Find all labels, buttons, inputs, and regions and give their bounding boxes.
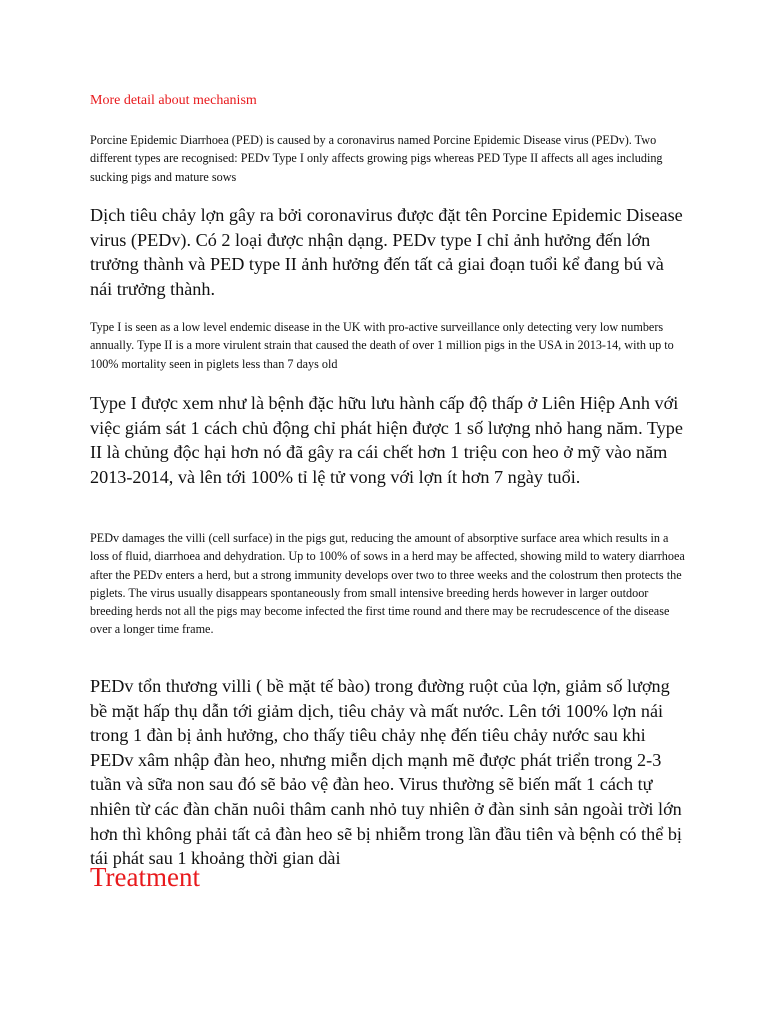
paragraph-english-2: Type I is seen as a low level endemic disease in the UK with pro-active surveillance only detecting very low numbers annually. Type II is a more virulent strain that caused the death of over 1 million pigs in the USA in 2013-14, with up to 100% mortality seen in piglets less than 7 days old	[90, 320, 674, 371]
paragraph-vietnamese-2: Type I được xem như là bệnh đặc hữu lưu hành cấp độ thấp ở Liên Hiệp Anh với việc giám sát 1 cách chủ động chỉ phát hiện được 1 số lượng nhỏ hang năm. Type II là chủng độc hại hơn nó đã gây ra cái chết hơn 1 triệu con heo ở mỹ vào năm 2013-2014, và lên tới 100% tỉ lệ tử vong với lợn ít hơn 7 ngày tuổi.	[90, 393, 683, 487]
paragraph-vietnamese-3: PEDv tổn thương villi ( bề mặt tế bào) trong đường ruột của lợn, giảm số lượng bề mặt hấp thụ dẫn tới giảm dịch, tiêu chảy và mất nước. Lên tới 100% lợn nái trong 1 đàn bị ảnh hưởng, cho thấy tiêu chảy nhẹ đến tiêu chảy nước sau khi PEDv xâm nhập đàn heo, nhưng miễn dịch mạnh mẽ được phát triển trong 2-3 tuần và sữa non sau đó sẽ bảo vệ đàn heo. Virus thường sẽ biến mất 1 cách tự nhiên từ các đàn chăn nuôi thâm canh nhỏ tuy nhiên ở đàn sinh sản ngoài trời lớn hơn thì không phải tất cả đàn heo sẽ bị nhiễm trong lần đầu tiên và bệnh có thể bị tái phát sau 1 khoảng thời gian dài	[90, 676, 682, 869]
section-heading-treatment: Treatment	[90, 862, 200, 892]
section-heading-mechanism: More detail about mechanism	[90, 93, 257, 108]
paragraph-english-3: PEDv damages the villi (cell surface) in the pigs gut, reducing the amount of absorptive surface area which results in a loss of fluid, diarrhoea and dehydration. Up to 100% of sows in a herd may be affected, showing mild to watery diarrhoea after the PEDv enters a herd, but a strong immunity develops over two to three weeks and the colostrum then protects the piglets. The virus usually disappears spontaneously from small intensive breeding herds however in larger outdoor breeding herds not all the pigs may become infected the first time round and there may be recrudescence of the disease over a longer time frame.	[90, 531, 685, 637]
paragraph-vietnamese-1: Dịch tiêu chảy lợn gây ra bởi coronavirus được đặt tên Porcine Epidemic Disease virus (PEDv). Có 2 loại được nhận dạng. PEDv type I chỉ ảnh hưởng đến lớn trưởng thành và PED type II ảnh hưởng đến tất cả giai đoạn tuổi kể đang bú và nái trưởng thành.	[90, 205, 683, 299]
paragraph-english-1: Porcine Epidemic Diarrhoea (PED) is caused by a coronavirus named Porcine Epidemic Disease virus (PEDv). Two different types are recognised: PEDv Type I only affects growing pigs whereas PED Type II affects all ages including sucking pigs and mature sows	[90, 133, 663, 184]
